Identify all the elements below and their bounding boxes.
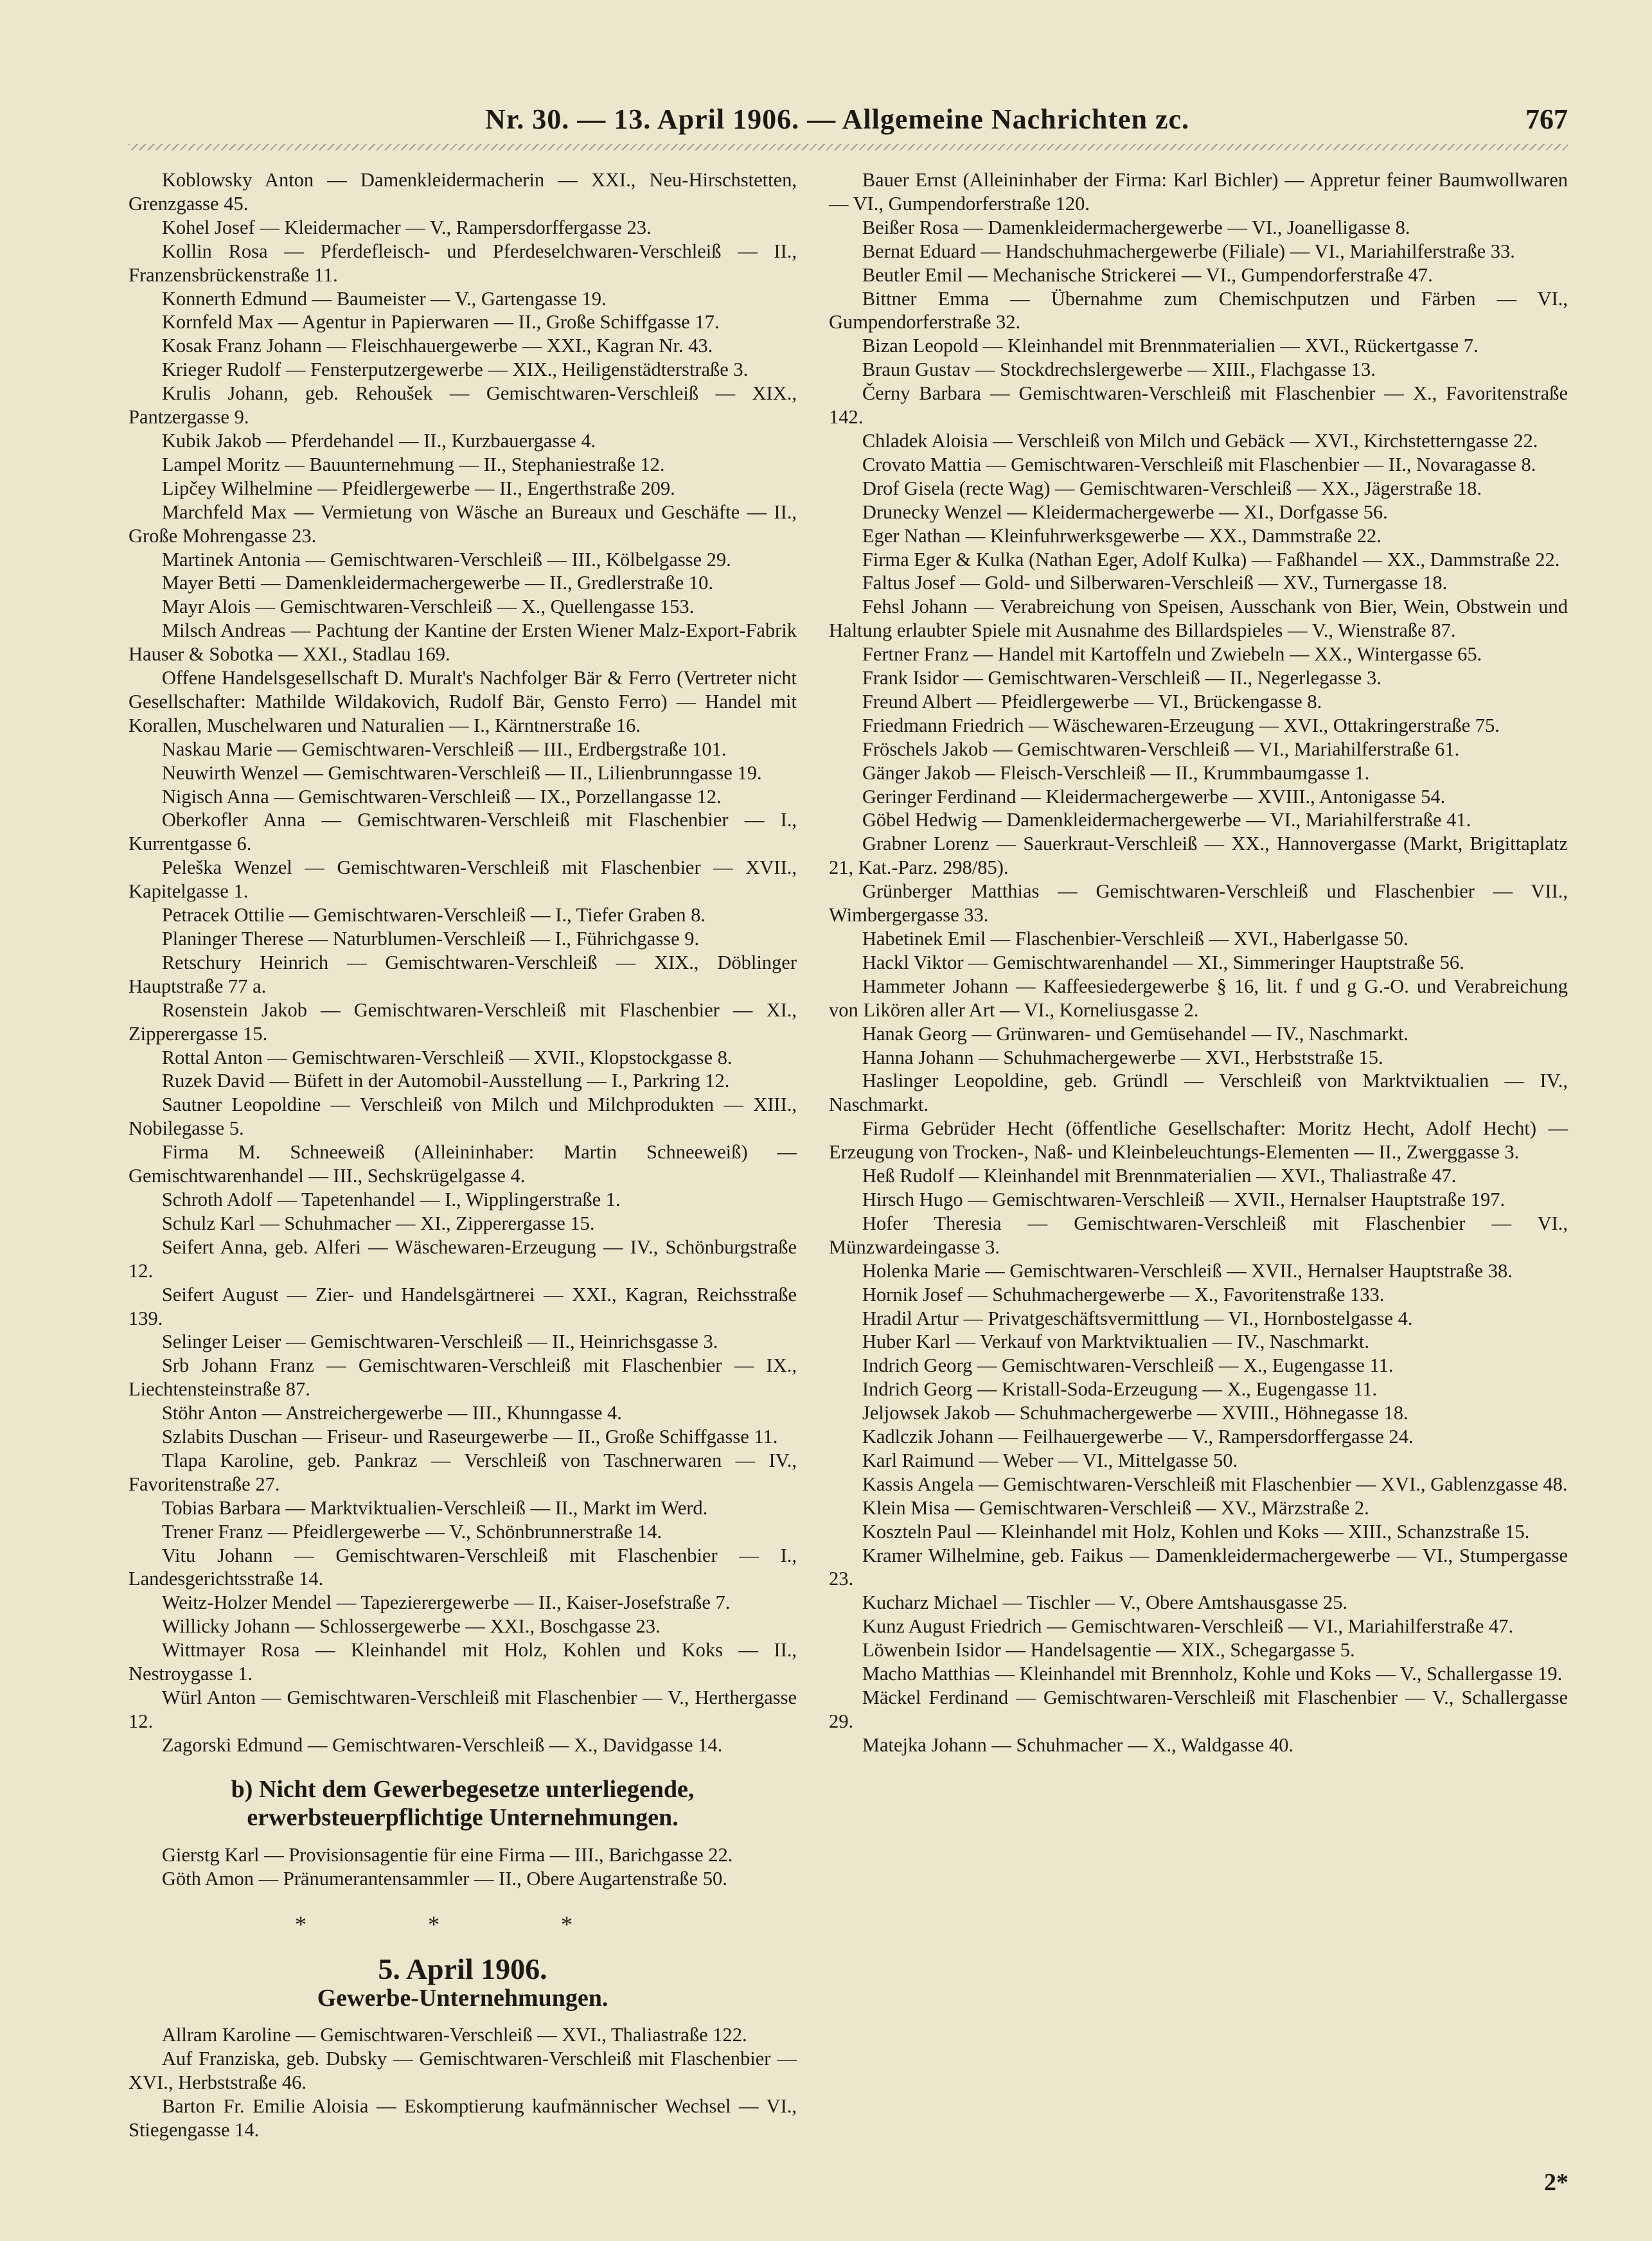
register-entry: Wittmayer Rosa — Kleinhandel mit Holz, Kohlen und Koks — II., Nestroygasse 1. bbox=[129, 1639, 797, 1685]
register-entry: Indrich Georg — Kristall-Soda-Erzeugung — X., Eugengasse 11. bbox=[862, 1378, 1378, 1401]
section-b-heading: b) Nicht dem Gewerbegesetze unterliegende, erwerbsteuerpflichtige Unternehmungen. bbox=[231, 1775, 695, 1831]
date-heading: 5. April 1906. bbox=[378, 1953, 547, 1986]
register-entry: Schroth Adolf — Tapetenhandel — I., Wipplingerstraße 1. bbox=[161, 1188, 621, 1210]
register-entry: Kubik Jakob — Pferdehandel — II., Kurzbauergasse 4. bbox=[161, 429, 596, 452]
register-entry: Kucharz Michael — Tischler — V., Obere Amtshausgasse 25. bbox=[862, 1591, 1348, 1614]
register-entry: Beißer Rosa — Damenkleidermachergewerbe — VI., Joanelligasse 8. bbox=[862, 216, 1410, 238]
register-entry: Friedmann Friedrich — Wäschewaren-Erzeugung — XVI., Ottakringerstraße 75. bbox=[862, 714, 1500, 736]
running-title: Nr. 30. — 13. April 1906. — Allgemeine Nachrichten zc. bbox=[485, 103, 1190, 135]
register-entry: Beutler Emil — Mechanische Strickerei — VI., Gumpendorferstraße 47. bbox=[862, 263, 1433, 286]
register-entry: Firma Gebrüder Hecht (öffentliche Gesellschafter: Moritz Hecht, Adolf Hecht) — Erzeugung von Trocken-, Naß- und Kleinbeleuchtungs-Elementen — II., Zwerggasse 3. bbox=[829, 1117, 1568, 1164]
register-entry: Stöhr Anton — Anstreichergewerbe — III., Khunngasse 4. bbox=[161, 1402, 622, 1424]
register-entry: Heß Rudolf — Kleinhandel mit Brennmaterialien — XVI., Thaliastraße 47. bbox=[862, 1165, 1457, 1187]
page-header bbox=[129, 103, 1568, 141]
register-entry: Hanak Georg — Grünwaren- und Gemüsehandel — IV., Naschmarkt. bbox=[862, 1022, 1408, 1045]
register-entry: Hofer Theresia — Gemischtwaren-Verschleiß mit Flaschenbier — VI., Münzwardeingasse 3. bbox=[829, 1212, 1568, 1258]
register-entry: Macho Matthias — Kleinhandel mit Brennholz, Kohle und Koks — V., Schallergasse 19. bbox=[862, 1663, 1563, 1685]
signature-mark: 2* bbox=[1544, 2169, 1568, 2196]
register-entry: Hradil Artur — Privatgeschäftsvermittlung — VI., Hornbostelgasse 4. bbox=[862, 1307, 1413, 1329]
register-entry: Hirsch Hugo — Gemischtwaren-Verschleiß — XVII., Hernalser Hauptstraße 197. bbox=[862, 1188, 1505, 1210]
entry-list-c bbox=[129, 2023, 797, 2142]
register-entry: Frank Isidor — Gemischtwaren-Verschleiß — II., Negerlegasse 3. bbox=[862, 667, 1381, 689]
register-entry: Srb Johann Franz — Gemischtwaren-Verschleiß mit Flaschenbier — IX., Liechtensteinstraße 87. bbox=[129, 1354, 797, 1401]
register-entry: Drunecky Wenzel — Kleidermachergewerbe — XI., Dorfgasse 56. bbox=[862, 500, 1388, 523]
register-entry: Huber Karl — Verkauf von Marktviktualien — IV., Naschmarkt. bbox=[862, 1331, 1369, 1353]
register-entry: Fehsl Johann — Verabreichung von Speisen, Ausschank von Bier, Wein, Obstwein und Haltung erlaubter Spiele mit Ausnahme des Billardspieles — V., Wienstraße 87. bbox=[829, 596, 1568, 642]
header-divider bbox=[129, 144, 1568, 150]
register-entry: Bauer Ernst (Alleininhaber der Firma: Karl Bichler) — Appretur feiner Baumwollwaren — VI., Gumpendorferstraße 120. bbox=[829, 169, 1568, 215]
register-entry: Bizan Leopold — Kleinhandel mit Brennmaterialien — XVI., Rückertgasse 7. bbox=[862, 335, 1479, 357]
register-entry: Löwenbein Isidor — Handelsagentie — XIX., Schegargasse 5. bbox=[862, 1639, 1355, 1661]
register-entry: Planinger Therese — Naturblumen-Verschleiß — I., Führichgasse 9. bbox=[161, 928, 700, 950]
register-entry: Lipčey Wilhelmine — Pfeidlergewerbe — II., Engerthstraße 209. bbox=[161, 477, 675, 499]
register-entry: Rosenstein Jakob — Gemischtwaren-Verschleiß mit Flaschenbier — XI., Zipperergasse 15. bbox=[129, 998, 797, 1045]
register-entry: Nigisch Anna — Gemischtwaren-Verschleiß — IX., Porzellangasse 12. bbox=[161, 785, 722, 808]
register-entry: Tlapa Karoline, geb. Pankraz — Verschleiß von Taschnerwaren — IV., Favoritenstraße 27. bbox=[129, 1449, 797, 1495]
register-entry: Kunz August Friedrich — Gemischtwaren-Verschleiß — VI., Mariahilferstraße 47. bbox=[862, 1615, 1514, 1638]
register-entry: Retschury Heinrich — Gemischtwaren-Verschleiß — XIX., Döblinger Hauptstraße 77 a. bbox=[129, 951, 797, 997]
register-entry: Klein Misa — Gemischtwaren-Verschleiß — XV., Märzstraße 2. bbox=[862, 1496, 1369, 1519]
register-entry: Selinger Leiser — Gemischtwaren-Verschleiß — II., Heinrichsgasse 3. bbox=[161, 1331, 718, 1353]
register-entry: Drof Gisela (recte Wag) — Gemischtwaren-Verschleiß — XX., Jägerstraße 18. bbox=[862, 477, 1482, 499]
register-entry: Zagorski Edmund — Gemischtwaren-Verschleiß — X., Davidgasse 14. bbox=[161, 1733, 723, 1756]
register-entry: Mayer Betti — Damenkleidermachergewerbe — II., Gredlerstraße 10. bbox=[161, 572, 714, 594]
register-entry: Martinek Antonia — Gemischtwaren-Verschleiß — III., Kölbelgasse 29. bbox=[161, 548, 731, 571]
register-entry: Grabner Lorenz — Sauerkraut-Verschleiß — XX., Hannovergasse (Markt, Brigittaplatz 21, Kat.-Parz. 298/85). bbox=[829, 833, 1568, 879]
register-entry: Göth Amon — Pränumerantensammler — II., Obere Augartenstraße 50. bbox=[161, 1867, 727, 1890]
register-entry: Hanna Johann — Schuhmachergewerbe — XVI., Herbststraße 15. bbox=[862, 1046, 1383, 1068]
register-entry: Würl Anton — Gemischtwaren-Verschleiß mit Flaschenbier — V., Herthergasse 12. bbox=[129, 1687, 797, 1732]
register-entry: Chladek Aloisia — Verschleiß von Milch und Gebäck — XVI., Kirchstetterngasse 22. bbox=[862, 429, 1538, 452]
register-entry: Jeljowsek Jakob — Schuhmachergewerbe — XVIII., Höhnegasse 18. bbox=[862, 1402, 1408, 1424]
register-entry: Haslinger Leopoldine, geb. Gründl — Verschleiß von Marktviktualien — IV., Naschmarkt. bbox=[829, 1070, 1568, 1116]
register-entry: Fröschels Jakob — Gemischtwaren-Verschleiß — VI., Mariahilferstraße 61. bbox=[862, 738, 1460, 760]
register-entry: Marchfeld Max — Vermietung von Wäsche an Bureaux und Geschäfte — II., Große Mohrengasse 23. bbox=[129, 500, 797, 547]
register-entry: Oberkofler Anna — Gemischtwaren-Verschleiß mit Flaschenbier — I., Kurrentgasse 6. bbox=[129, 809, 797, 855]
register-entry: Kramer Wilhelmine, geb. Faikus — Damenkleidermachergewerbe — VI., Stumpergasse 23. bbox=[829, 1544, 1568, 1590]
register-entry: Karl Raimund — Weber — VI., Mittelgasse 50. bbox=[862, 1449, 1238, 1471]
register-entry: Szlabits Duschan — Friseur- und Raseurgewerbe — II., Große Schiffgasse 11. bbox=[161, 1426, 778, 1448]
entry-list-right bbox=[829, 168, 1568, 1757]
register-entry: Kornfeld Max — Agentur in Papierwaren — II., Große Schiffgasse 17. bbox=[161, 311, 720, 333]
register-entry: Konnerth Edmund — Baumeister — V., Gartengasse 19. bbox=[161, 287, 607, 310]
register-entry: Lampel Moritz — Bauunternehmung — II., Stephaniestraße 12. bbox=[161, 453, 665, 475]
register-entry: Koszteln Paul — Kleinhandel mit Holz, Kohlen und Koks — XIII., Schanzstraße 15. bbox=[862, 1520, 1530, 1543]
register-entry: Kassis Angela — Gemischtwaren-Verschleiß mit Flaschenbier — XVI., Gablenzgasse 48. bbox=[862, 1473, 1568, 1495]
register-entry: Tobias Barbara — Marktviktualien-Verschleiß — II., Markt im Werd. bbox=[161, 1496, 708, 1519]
register-entry: Firma M. Schneeweiß (Alleininhaber: Martin Schneeweiß) — Gemischtwarenhandel — III., Sechskrügelgasse 4. bbox=[129, 1141, 797, 1187]
register-entry: Kollin Rosa — Pferdefleisch- und Pferdeselchwaren-Verschleiß — II., Franzensbrückenstraße 11. bbox=[129, 240, 797, 286]
register-entry: Seifert Anna, geb. Alferi — Wäschewaren-Erzeugung — IV., Schönburgstraße 12. bbox=[129, 1236, 797, 1282]
right-column bbox=[829, 168, 1568, 1757]
sub-heading: Gewerbe-Unternehmungen. bbox=[317, 1985, 608, 2012]
register-entry: Weitz-Holzer Mendel — Tapezierergewerbe — II., Kaiser-Josefstraße 7. bbox=[161, 1591, 731, 1614]
register-entry: Bittner Emma — Übernahme zum Chemischputzen und Färben — VI., Gumpendorferstraße 32. bbox=[829, 287, 1568, 333]
register-entry: Gänger Jakob — Fleisch-Verschleiß — II., Krummbaumgasse 1. bbox=[862, 761, 1370, 784]
register-entry: Černy Barbara — Gemischtwaren-Verschleiß mit Flaschenbier — X., Favoritenstraße 142. bbox=[829, 382, 1568, 429]
section-separator: * * * bbox=[295, 1911, 630, 1937]
page-number: 767 bbox=[1525, 103, 1568, 135]
register-entry: Holenka Marie — Gemischtwaren-Verschleiß — XVII., Hernalser Hauptstraße 38. bbox=[862, 1259, 1513, 1282]
register-entry: Petracek Ottilie — Gemischtwaren-Verschleiß — I., Tiefer Graben 8. bbox=[161, 904, 706, 926]
register-entry: Hornik Josef — Schuhmachergewerbe — X., Favoritenstraße 133. bbox=[862, 1283, 1385, 1306]
register-entry: Kadlczik Johann — Feilhauergewerbe — V., Rampersdorffergasse 24. bbox=[862, 1426, 1414, 1448]
register-entry: Kosak Franz Johann — Fleischhauergewerbe — XXI., Kagran Nr. 43. bbox=[161, 335, 713, 357]
register-entry: Bernat Eduard — Handschuhmachergewerbe (Filiale) — VI., Mariahilferstraße 33. bbox=[862, 240, 1515, 262]
entry-list-b bbox=[129, 1843, 797, 1891]
register-entry: Barton Fr. Emilie Aloisia — Eskomptierung kaufmännischer Wechsel — VI., Stiegengasse 14. bbox=[129, 2095, 797, 2141]
register-entry: Göbel Hedwig — Damenkleidermachergewerbe — VI., Mariahilferstraße 41. bbox=[862, 809, 1471, 831]
register-entry: Braun Gustav — Stockdrechslergewerbe — XIII., Flachgasse 13. bbox=[862, 359, 1376, 381]
register-entry: Kohel Josef — Kleidermacher — V., Rampersdorffergasse 23. bbox=[161, 216, 652, 238]
left-column bbox=[129, 168, 797, 2142]
register-entry: Freund Albert — Pfeidlergewerbe — VI., Brückengasse 8. bbox=[862, 690, 1322, 713]
register-entry: Sautner Leopoldine — Verschleiß von Milch und Milchprodukten — XIII., Nobilegasse 5. bbox=[129, 1094, 797, 1140]
register-entry: Willicky Johann — Schlossergewerbe — XXI., Boschgasse 23. bbox=[161, 1615, 661, 1638]
register-entry: Ruzek David — Büfett in der Automobil-Ausstellung — I., Parkring 12. bbox=[161, 1070, 730, 1092]
register-entry: Mayr Alois — Gemischtwaren-Verschleiß — X., Quellengasse 153. bbox=[161, 596, 695, 618]
register-entry: Seifert August — Zier- und Handelsgärtnerei — XXI., Kagran, Reichsstraße 139. bbox=[129, 1283, 797, 1329]
register-entry: Grünberger Matthias — Gemischtwaren-Verschleiß und Flaschenbier — VII., Wimbergergasse 33. bbox=[829, 880, 1568, 926]
register-entry: Hammeter Johann — Kaffeesiedergewerbe § 16, lit. f und g G.-O. und Verabreichung von Likören aller Art — VI., Korneliusgasse 2. bbox=[829, 975, 1568, 1021]
register-entry: Mäckel Ferdinand — Gemischtwaren-Verschleiß mit Flaschenbier — V., Schallergasse 29. bbox=[829, 1687, 1568, 1732]
register-entry: Eger Nathan — Kleinfuhrwerksgewerbe — XX., Dammstraße 22. bbox=[862, 524, 1381, 547]
register-entry: Habetinek Emil — Flaschenbier-Verschleiß — XVI., Haberlgasse 50. bbox=[862, 928, 1408, 950]
register-entry: Koblowsky Anton — Damenkleidermacherin — XXI., Neu-Hirschstetten, Grenzgasse 45. bbox=[129, 169, 797, 215]
register-entry: Schulz Karl — Schuhmacher — XI., Zipperergasse 15. bbox=[161, 1212, 595, 1234]
register-entry: Krieger Rudolf — Fensterputzergewerbe — XIX., Heiligenstädterstraße 3. bbox=[161, 359, 749, 381]
register-entry: Allram Karoline — Gemischtwaren-Verschleiß — XVI., Thaliastraße 122. bbox=[161, 2024, 747, 2046]
register-entry: Matejka Johann — Schuhmacher — X., Waldgasse 40. bbox=[862, 1733, 1294, 1756]
register-entry: Firma Eger & Kulka (Nathan Eger, Adolf Kulka) — Faßhandel — XX., Dammstraße 22. bbox=[862, 548, 1560, 571]
register-entry: Fertner Franz — Handel mit Kartoffeln und Zwiebeln — XX., Wintergasse 65. bbox=[862, 643, 1482, 666]
register-entry: Neuwirth Wenzel — Gemischtwaren-Verschleiß — II., Lilienbrunngasse 19. bbox=[161, 761, 762, 784]
register-entry: Offene Handelsgesellschaft D. Muralt's Nachfolger Bär & Ferro (Vertreter nicht Gesellschafter: Mathilde Wildakovich, Rudolf Bär, Gensto Ferro) — Handel mit Korallen, Muschelwaren und Naturalien — I., Kärntnerstraße 16. bbox=[129, 667, 797, 736]
entry-list-a bbox=[129, 168, 797, 1757]
register-entry: Milsch Andreas — Pachtung der Kantine der Ersten Wiener Malz-Export-Fabrik Hauser & Sobotka — XXI., Stadlau 169. bbox=[129, 619, 797, 666]
register-entry: Hackl Viktor — Gemischtwarenhandel — XI., Simmeringer Hauptstraße 56. bbox=[862, 951, 1464, 973]
register-entry: Rottal Anton — Gemischtwaren-Verschleiß — XVII., Klopstockgasse 8. bbox=[161, 1046, 733, 1068]
register-entry: Krulis Johann, geb. Rehoušek — Gemischtwaren-Verschleiß — XIX., Pantzergasse 9. bbox=[129, 382, 797, 429]
register-entry: Indrich Georg — Gemischtwaren-Verschleiß — X., Eugengasse 11. bbox=[862, 1354, 1394, 1377]
register-entry: Trener Franz — Pfeidlergewerbe — V., Schönbrunnerstraße 14. bbox=[161, 1520, 662, 1543]
register-entry: Naskau Marie — Gemischtwaren-Verschleiß — III., Erdbergstraße 101. bbox=[161, 738, 727, 760]
register-entry: Gierstg Karl — Provisionsagentie für eine Firma — III., Barichgasse 22. bbox=[161, 1843, 733, 1866]
register-entry: Vitu Johann — Gemischtwaren-Verschleiß mit Flaschenbier — I., Landesgerichtsstraße 14. bbox=[129, 1544, 797, 1590]
register-entry: Peleška Wenzel — Gemischtwaren-Verschleiß mit Flaschenbier — XVII., Kapitelgasse 1. bbox=[129, 856, 797, 903]
register-entry: Crovato Mattia — Gemischtwaren-Verschleiß mit Flaschenbier — II., Novaragasse 8. bbox=[862, 453, 1536, 475]
register-entry: Auf Franziska, geb. Dubsky — Gemischtwaren-Verschleiß mit Flaschenbier — XVI., Herbststraße 46. bbox=[129, 2048, 797, 2094]
register-entry: Faltus Josef — Gold- und Silberwaren-Verschleiß — XV., Turnergasse 18. bbox=[862, 572, 1448, 594]
register-entry: Geringer Ferdinand — Kleidermachergewerbe — XVIII., Antonigasse 54. bbox=[862, 785, 1446, 808]
